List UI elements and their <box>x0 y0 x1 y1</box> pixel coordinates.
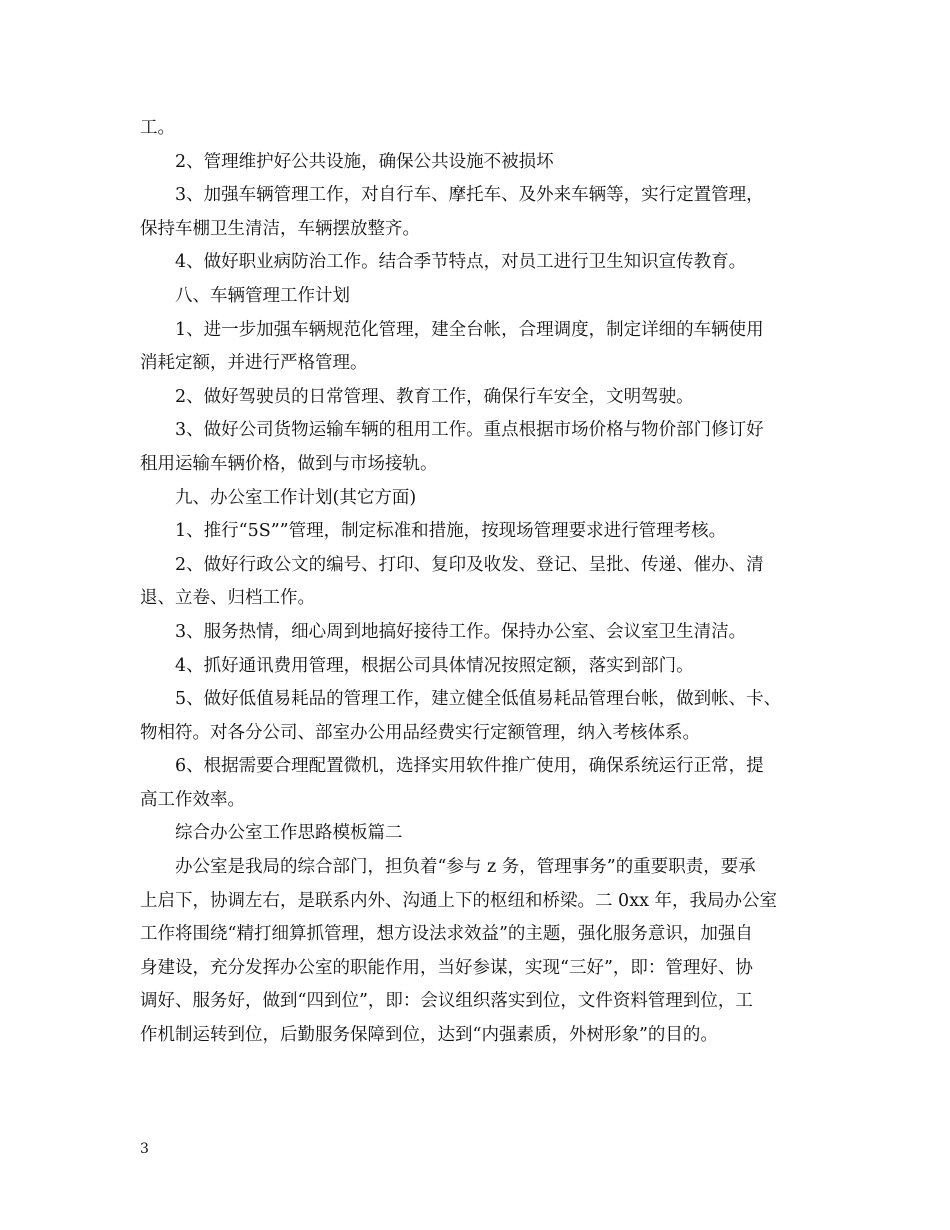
text-line: 4、做好职业病防治工作。结合季节特点，对员工进行卫生知识宣传教育。 <box>175 252 747 273</box>
text-line: 身建设，充分发挥办公室的职能作用，当好参谋，实现“三好”，即：管理好、协 <box>140 957 753 978</box>
text-line: 工作将围绕“精打细算抓管理，想方设法求效益”的主题，强化服务意识，加强自 <box>140 924 753 945</box>
text-line: 工。 <box>140 118 175 138</box>
text-line: 上启下，协调左右，是联系内外、沟通上下的枢纽和桥梁。二 0xx 年，我局办公室 <box>140 890 777 911</box>
text-line: 八、车辆管理工作计划 <box>175 285 350 306</box>
text-line: 保持车棚卫生清洁，车辆摆放整齐。 <box>140 218 420 239</box>
text-line: 2、做好驾驶员的日常管理、教育工作，确保行车安全，文明驾驶。 <box>175 386 694 407</box>
text-line: 调好、服务好，做到“四到位”，即：会议组织落实到位，文件资料管理到位，工 <box>140 991 753 1012</box>
text-line: 2、做好行政公文的编号、打印、复印及收发、登记、呈批、传递、催办、清 <box>175 554 764 575</box>
text-line: 3、服务热情，细心周到地搞好接待工作。保持办公室、会议室卫生清洁。 <box>175 621 747 642</box>
text-line: 九、办公室工作计划(其它方面) <box>175 487 417 508</box>
text-line: 2、管理维护好公共设施，确保公共设施不被损坏 <box>175 151 554 172</box>
text-line: 1、进一步加强车辆规范化管理，建全台帐，合理调度，制定详细的车辆使用 <box>175 319 764 340</box>
text-line: 作机制运转到位，后勤服务保障到位，达到“内强素质，外树形象”的目的。 <box>140 1025 718 1046</box>
text-line: 4、抓好通讯费用管理，根据公司具体情况按照定额，落实到部门。 <box>175 655 694 676</box>
text-line: 退、立卷、归档工作。 <box>140 588 315 609</box>
text-line: 消耗定额，并进行严格管理。 <box>140 353 368 374</box>
text-line: 综合办公室工作思路模板篇二 <box>175 823 403 844</box>
text-line: 3、加强车辆管理工作，对自行车、摩托车、及外来车辆等，实行定置管理， <box>175 185 764 206</box>
text-line: 办公室是我局的综合部门，担负着“参与 z 务，管理事务”的重要职责，要承 <box>175 857 756 878</box>
document-body <box>140 112 830 1053</box>
text-line: 高工作效率。 <box>140 789 245 810</box>
text-line: 租用运输车辆价格，做到与市场接轨。 <box>140 453 438 474</box>
text-line: 1、推行“5S””管理，制定标准和措施，按现场管理要求进行管理考核。 <box>175 521 727 542</box>
text-line: 6、根据需要合理配置微机，选择实用软件推广使用，确保系统运行正常，提 <box>175 756 764 777</box>
text-line: 物相符。对各分公司、部室办公用品经费实行定额管理，纳入考核体系。 <box>140 722 700 743</box>
page-number: 3 <box>140 1141 149 1157</box>
text-line: 5、做好低值易耗品的管理工作，建立健全低值易耗品管理台帐，做到帐、卡、 <box>175 689 782 710</box>
text-line: 3、做好公司货物运输车辆的租用工作。重点根据市场价格与物价部门修订好 <box>175 420 764 441</box>
